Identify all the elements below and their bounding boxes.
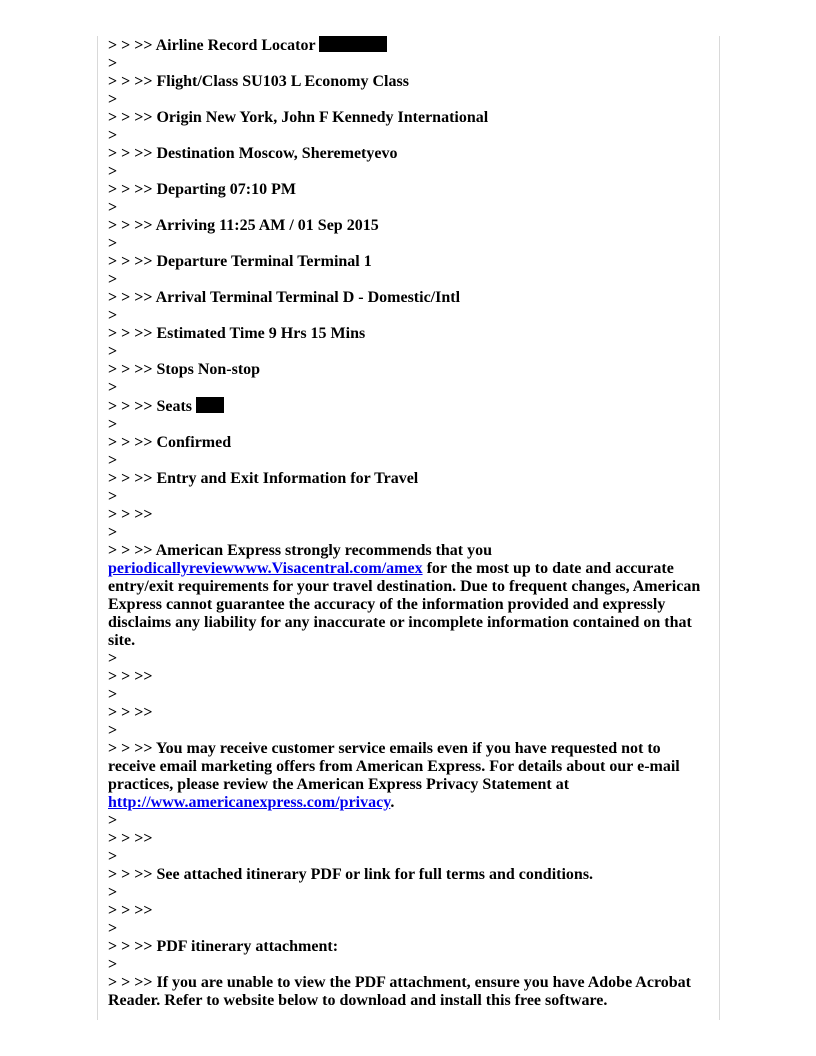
estimated-time-line: > > >> Estimated Time 9 Hrs 15 Mins xyxy=(108,325,366,342)
quote-line: > xyxy=(108,884,118,901)
page-frame-left xyxy=(97,36,98,1020)
quote-line: > xyxy=(108,722,118,739)
quote-line: > xyxy=(108,271,118,288)
record-locator-line xyxy=(108,36,708,55)
empty-quote-line: > > >> xyxy=(108,830,153,847)
empty-quote-line: > > >> xyxy=(108,704,153,721)
quote-line: > xyxy=(108,199,118,216)
quote-line: > xyxy=(108,416,118,433)
confirmed-line: > > >> Confirmed xyxy=(108,434,232,451)
quote-line: > xyxy=(108,452,118,469)
privacy-link[interactable]: http://www.americanexpress.com/privacy xyxy=(108,794,391,811)
email-body xyxy=(108,36,708,1010)
redacted-locator xyxy=(319,36,387,52)
arriving-line: > > >> Arriving 11:25 AM / 01 Sep 2015 xyxy=(108,217,379,234)
quote-line: > xyxy=(108,343,118,360)
destination-line: > > >> Destination Moscow, Sheremetyevo xyxy=(108,145,398,162)
entry-exit-intro: > > >> American Express strongly recommends that you xyxy=(108,542,493,559)
redacted-seat xyxy=(196,397,224,413)
empty-quote-line: > > >> xyxy=(108,902,153,919)
entry-exit-heading: > > >> Entry and Exit Information for Travel xyxy=(108,470,419,487)
arrival-terminal-line: > > >> Arrival Terminal Terminal D - Domestic/Intl xyxy=(108,289,461,306)
quote-line: > xyxy=(108,488,118,505)
empty-quote-line: > > >> xyxy=(108,506,153,523)
entry-exit-rest: for the most up to date and accurate entry/exit requirements for your travel destination. Due to frequent changes, American Express cannot guarantee the accuracy of the information provided and expressly disclaims any liability for any inaccurate or incomplete information contained on that site. xyxy=(108,560,701,649)
quote-line: > xyxy=(108,91,118,108)
quote-line: > xyxy=(108,920,118,937)
flight-class-line: > > >> Flight/Class SU103 L Economy Class xyxy=(108,73,409,90)
quote-line: > xyxy=(108,307,118,324)
stops-line: > > >> Stops Non-stop xyxy=(108,361,261,378)
entry-exit-paragraph xyxy=(108,542,708,650)
quote-line: > xyxy=(108,650,118,667)
quote-line: > xyxy=(108,127,118,144)
empty-quote-line: > > >> xyxy=(108,668,153,685)
quote-line: > xyxy=(108,379,118,396)
privacy-end: . xyxy=(390,794,395,811)
record-locator-label: > > >> Airline Record Locator xyxy=(108,37,316,54)
privacy-text: > > >> You may receive customer service emails even if you have requested not to receive email marketing offers from American Express. For details about our e-mail practices, please review the American Express Privacy Statement at xyxy=(108,740,680,793)
terms-line: > > >> See attached itinerary PDF or link for full terms and conditions. xyxy=(108,866,594,883)
quote-line: > xyxy=(108,524,118,541)
seats-line xyxy=(108,397,708,416)
quote-line: > xyxy=(108,686,118,703)
quote-line: > xyxy=(108,812,118,829)
quote-line: > xyxy=(108,956,118,973)
origin-line: > > >> Origin New York, John F Kennedy International xyxy=(108,109,489,126)
departure-terminal-line: > > >> Departure Terminal Terminal 1 xyxy=(108,253,372,270)
quote-line: > xyxy=(108,235,118,252)
acrobat-paragraph: > > >> If you are unable to view the PDF attachment, ensure you have Adobe Acrobat Reader. Refer to website below to download and install this free software. xyxy=(108,974,691,1009)
pdf-attachment-line: > > >> PDF itinerary attachment: xyxy=(108,938,339,955)
privacy-paragraph xyxy=(108,740,708,812)
departing-line: > > >> Departing 07:10 PM xyxy=(108,181,296,198)
quote-line: > xyxy=(108,848,118,865)
quote-line: > xyxy=(108,55,118,72)
seats-label: > > >> Seats xyxy=(108,398,193,415)
visacentral-link[interactable]: periodicallyreviewwww.Visacentral.com/amex xyxy=(108,560,423,577)
quote-line: > xyxy=(108,163,118,180)
page-frame-right xyxy=(719,36,720,1020)
